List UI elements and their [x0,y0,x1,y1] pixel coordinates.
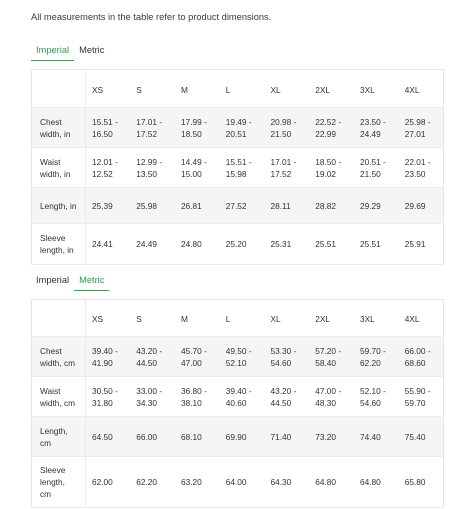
value-line: 54.60 [360,397,381,408]
value-line: 23.50 - [360,116,386,127]
value-cell [309,377,354,417]
row-label-line: width, in [40,128,71,139]
value-cell [354,417,399,457]
value-line: 55.90 - [404,385,431,396]
tab-imperial[interactable]: Imperial [36,275,70,285]
unit-tabs-1 [31,43,109,61]
row-label-line: cm [40,437,52,448]
value-line: 75.40 [404,431,426,442]
value-line: 62.00 [92,477,113,487]
value-line: 16.50 [92,128,113,139]
value-cell [399,337,444,377]
value-line: 19.02 [315,168,337,179]
value-line: 44.50 [270,397,292,408]
value-cell [130,188,175,224]
value-line: 13.50 [136,168,158,179]
value-line: 57.20 - [315,345,342,356]
value-line: 14.49 - [181,156,207,167]
size-header: 3XL [354,70,399,108]
value-cell [86,224,131,265]
value-cell [130,148,175,188]
value-line: 24.41 [92,239,113,249]
value-cell [220,337,265,377]
value-cell [354,188,399,224]
value-cell [220,417,265,457]
tab-imperial[interactable]: Imperial [31,43,74,61]
value-cell [175,457,220,508]
value-line: 17.52 [136,128,158,139]
value-cell [86,148,131,188]
value-line: 25.98 [136,200,158,211]
row-label-line: Length, in [40,200,77,211]
value-line: 64.50 [92,431,113,442]
value-line: 29.29 [360,200,381,211]
value-cell [399,417,444,457]
row-label-line: Sleeve [40,233,66,243]
row-label [32,224,86,265]
table-row [32,148,444,188]
size-header: S [130,70,175,108]
value-line: 73.20 [315,431,337,442]
value-line: 15.98 [225,168,247,179]
value-line: 19.49 - [225,116,252,127]
value-line: 12.01 - [92,156,118,167]
row-label [32,457,86,508]
table-row [32,377,444,417]
value-cell [175,337,220,377]
row-label-line: Chest [40,345,62,356]
value-cell [354,148,399,188]
table-row [32,224,444,265]
value-cell [220,377,265,417]
size-header: XL [265,300,310,337]
value-line: 40.60 [225,397,247,408]
size-header: 4XL [399,300,444,337]
size-table-metric [31,299,444,508]
row-label-line: length, in [40,245,74,255]
header-row [32,70,444,108]
value-line: 25.91 [404,239,426,249]
row-label [32,188,86,224]
value-line: 49.50 - [225,345,252,356]
value-line: 41.90 [92,357,113,368]
tab-metric[interactable]: Metric [74,273,109,291]
value-cell [130,108,175,148]
value-cell [175,417,220,457]
value-line: 25.51 [315,239,337,249]
value-line: 64.80 [315,477,337,487]
value-cell [265,224,310,265]
value-cell [265,148,310,188]
value-line: 33.00 - [136,385,163,396]
table-row [32,108,444,148]
value-line: 74.40 [360,431,381,442]
size-header: L [220,70,265,108]
row-label-line: length, [40,477,65,487]
value-line: 17.01 - [136,116,163,127]
value-line: 25.20 [225,239,247,249]
value-cell [175,148,220,188]
value-line: 12.52 [92,168,113,179]
value-line: 28.82 [315,200,337,211]
value-line: 64.30 [270,477,292,487]
value-cell [354,108,399,148]
value-line: 21.50 [360,168,381,179]
value-cell [86,337,131,377]
value-cell [86,377,131,417]
value-cell [309,337,354,377]
value-line: 43.20 - [136,345,163,356]
value-cell [309,457,354,508]
row-label [32,108,86,148]
corner-cell [32,300,86,337]
row-label [32,337,86,377]
value-line: 59.70 [404,397,426,408]
table-row [32,417,444,457]
size-header: 4XL [399,70,444,108]
value-line: 22.99 [315,128,337,139]
value-line: 39.40 - [92,345,118,356]
value-cell [175,377,220,417]
value-cell [265,188,310,224]
value-cell [354,377,399,417]
value-line: 69.90 [225,431,247,442]
value-cell [175,108,220,148]
value-line: 17.52 [270,168,292,179]
value-cell [309,108,354,148]
value-cell [220,148,265,188]
value-cell [309,148,354,188]
value-line: 12.99 - [136,156,163,167]
value-line: 27.01 [404,128,426,139]
value-line: 20.51 [225,128,247,139]
value-line: 48.30 [315,397,337,408]
value-line: 24.80 [181,239,202,249]
value-line: 71.40 [270,431,292,442]
row-label-line: Sleeve [40,465,66,475]
value-line: 38.10 [181,397,202,408]
value-line: 21.50 [270,128,292,139]
value-cell [265,108,310,148]
value-line: 15.51 - [225,156,252,167]
value-cell [399,108,444,148]
size-header: M [175,300,220,337]
value-line: 22.52 - [315,116,342,127]
value-line: 25.98 - [404,116,431,127]
value-line: 30.50 - [92,385,118,396]
value-line: 45.70 - [181,345,207,356]
value-cell [130,377,175,417]
size-header: XS [86,70,131,108]
value-cell [399,148,444,188]
value-cell [220,108,265,148]
value-line: 65.80 [404,477,426,487]
intro-text: All measurements in the table refer to product dimensions. [31,12,272,22]
value-cell [354,337,399,377]
size-header: 2XL [309,300,354,337]
value-line: 18.50 [181,128,202,139]
row-label [32,417,86,457]
value-line: 26.81 [181,200,202,211]
table-row [32,188,444,224]
value-cell [354,224,399,265]
size-header: 2XL [309,70,354,108]
value-line: 23.50 [404,168,426,179]
value-line: 36.80 - [181,385,207,396]
value-cell [86,417,131,457]
tab-metric[interactable]: Metric [79,45,105,55]
value-cell [399,188,444,224]
row-label [32,148,86,188]
size-header: S [130,300,175,337]
size-header: M [175,70,220,108]
value-line: 68.10 [181,431,202,442]
size-header: XL [265,70,310,108]
value-cell [399,377,444,417]
value-line: 52.10 - [360,385,386,396]
table-row [32,457,444,508]
value-line: 53.30 - [270,345,297,356]
value-line: 52.10 [225,357,247,368]
header-row [32,300,444,337]
row-label-line: width, cm [40,397,76,408]
value-line: 17.01 - [270,156,297,167]
value-cell [130,337,175,377]
value-line: 64.80 [360,477,381,487]
row-label-line: Waist [40,385,61,396]
value-cell [175,224,220,265]
value-line: 25.51 [360,239,381,249]
value-cell [309,188,354,224]
value-line: 66.00 - [404,345,431,356]
row-label-line: Chest [40,116,62,127]
value-line: 22.01 - [404,156,431,167]
value-line: 15.51 - [92,116,118,127]
value-cell [399,457,444,508]
value-line: 34.30 [136,397,158,408]
value-line: 18.50 - [315,156,342,167]
value-line: 62.20 [136,477,158,487]
value-cell [265,377,310,417]
value-line: 20.51 - [360,156,386,167]
value-line: 44.50 [136,357,158,368]
row-label-line: width, cm [40,357,76,368]
value-cell [399,224,444,265]
value-line: 17.99 - [181,116,207,127]
size-table-imperial [31,69,444,265]
value-line: 62.20 [360,357,381,368]
value-line: 27.52 [225,200,247,211]
value-line: 66.00 [136,431,158,442]
row-label-line: Length, [40,425,68,436]
value-line: 68.60 [404,357,426,368]
value-cell [130,457,175,508]
value-line: 63.20 [181,477,202,487]
value-cell [86,188,131,224]
value-cell [265,337,310,377]
row-label-line: cm [40,489,52,499]
value-cell [220,457,265,508]
value-line: 24.49 [360,128,381,139]
corner-cell [32,70,86,108]
table-row [32,337,444,377]
value-line: 24.49 [136,239,158,249]
size-header: L [220,300,265,337]
value-line: 25.39 [92,200,113,211]
value-line: 47.00 [181,357,202,368]
value-cell [220,224,265,265]
value-cell [86,108,131,148]
value-cell [265,417,310,457]
value-cell [175,188,220,224]
row-label-line: Waist [40,156,61,167]
value-line: 28.11 [270,200,291,211]
value-cell [309,417,354,457]
value-line: 64.00 [225,477,247,487]
value-line: 25.31 [270,239,292,249]
value-cell [265,457,310,508]
value-line: 15.00 [181,168,202,179]
value-line: 54.60 [270,357,292,368]
value-cell [309,224,354,265]
unit-tabs-2 [31,273,109,291]
value-cell [130,224,175,265]
value-line: 29.69 [404,200,426,211]
size-header: 3XL [354,300,399,337]
row-label-line: width, in [40,168,71,179]
value-cell [86,457,131,508]
value-cell [354,457,399,508]
row-label [32,377,86,417]
value-line: 43.20 - [270,385,297,396]
value-line: 47.00 - [315,385,342,396]
value-cell [130,417,175,457]
size-header: XS [86,300,131,337]
value-line: 20.98 - [270,116,297,127]
value-line: 58.40 [315,357,337,368]
value-cell [220,188,265,224]
value-line: 31.80 [92,397,113,408]
value-line: 39.40 - [225,385,252,396]
value-line: 59.70 - [360,345,386,356]
